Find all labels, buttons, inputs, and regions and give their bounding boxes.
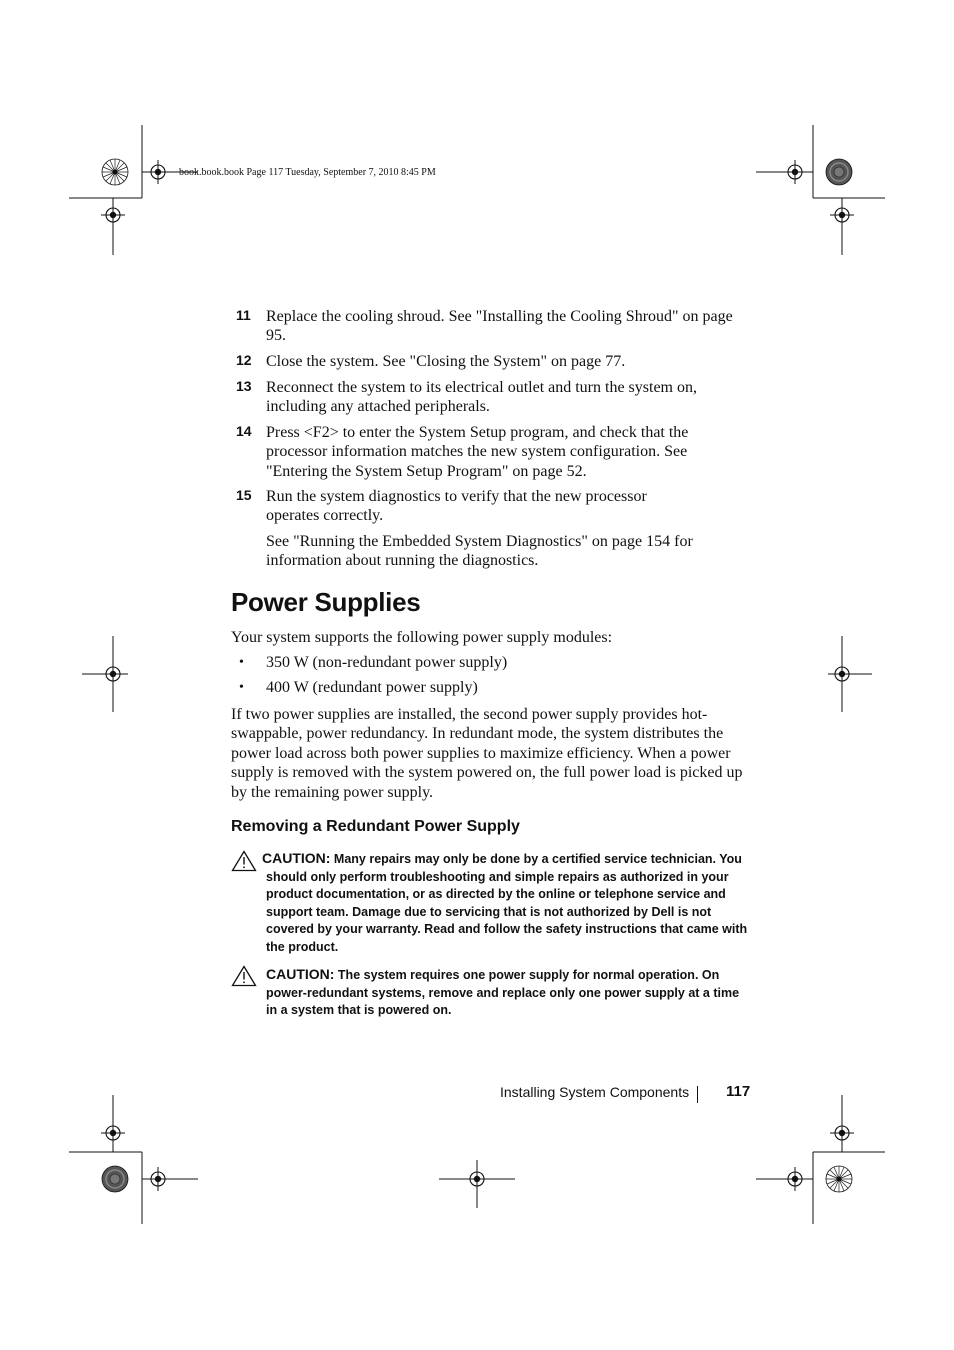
step-text: Close the system. See "Closing the System" on page 77. [266, 353, 626, 370]
step-text: Run the system diagnostics to verify that the new processor operates correctly. [266, 488, 647, 525]
subsection-title: Removing a Redundant Power Supply [231, 818, 520, 835]
caution-label: CAUTION: [266, 966, 335, 982]
step-text: Press <F2> to enter the System Setup program, and check that the processor information matches the new system configuration. See "Entering the System Setup Program" on page 52. [266, 424, 689, 480]
step-15-note: See "Running the Embedded System Diagnostics" on page 154 for information about running the diagnostics. [266, 533, 693, 570]
step-number: 15 [236, 487, 252, 503]
caution-note [262, 850, 748, 957]
footer-chapter: Installing System Components [500, 1084, 690, 1100]
section-title: Power Supplies [231, 587, 421, 617]
caution-label: CAUTION: [262, 850, 331, 866]
caution-triangle-icon [231, 850, 257, 872]
page-number: 117 [726, 1083, 751, 1100]
section-paragraph: If two power supplies are installed, the second power supply provides hot-swappable, power redundancy. In redundant mode, the system distributes the power load across both power supplies to maximize efficiency. When a power supply is removed with the system powered on, the full power load is picked up by the remaining power supply. [231, 706, 743, 801]
step-number: 14 [236, 423, 252, 439]
caution-text: The system requires one power supply for normal operation. On power-redundant systems, remove and replace only one power supply at a time in a system that is powered on. [266, 968, 740, 1018]
step-number: 12 [236, 352, 252, 368]
caution-triangle-icon [231, 965, 257, 987]
caution-note [266, 966, 748, 1020]
step-text: Replace the cooling shroud. See "Installing the Cooling Shroud" on page 95. [266, 308, 733, 345]
section-intro: Your system supports the following power supply modules: [231, 629, 613, 646]
footer-divider [697, 1086, 698, 1103]
step-number: 11 [236, 307, 251, 323]
bullet-glyph: • [239, 655, 244, 670]
caution-text: Many repairs may only be done by a certified service technician. You should only perform troubleshooting and simple repairs as authorized in your product documentation, or as directed by the online or telephone service and support team. Damage due to servicing that is not authorized by Dell is not covered by your warranty. Read and follow the safety instructions that came with the product. [266, 852, 748, 954]
step-number: 13 [236, 378, 252, 394]
bullet-glyph: • [239, 680, 244, 695]
list-item: 350 W (non-redundant power supply) [266, 654, 508, 671]
print-slug: book.book.book Page 117 Tuesday, September 7, 2010 8:45 PM [179, 167, 436, 178]
list-item: 400 W (redundant power supply) [266, 679, 478, 696]
step-text: Reconnect the system to its electrical outlet and turn the system on, including any attached peripherals. [266, 379, 697, 416]
